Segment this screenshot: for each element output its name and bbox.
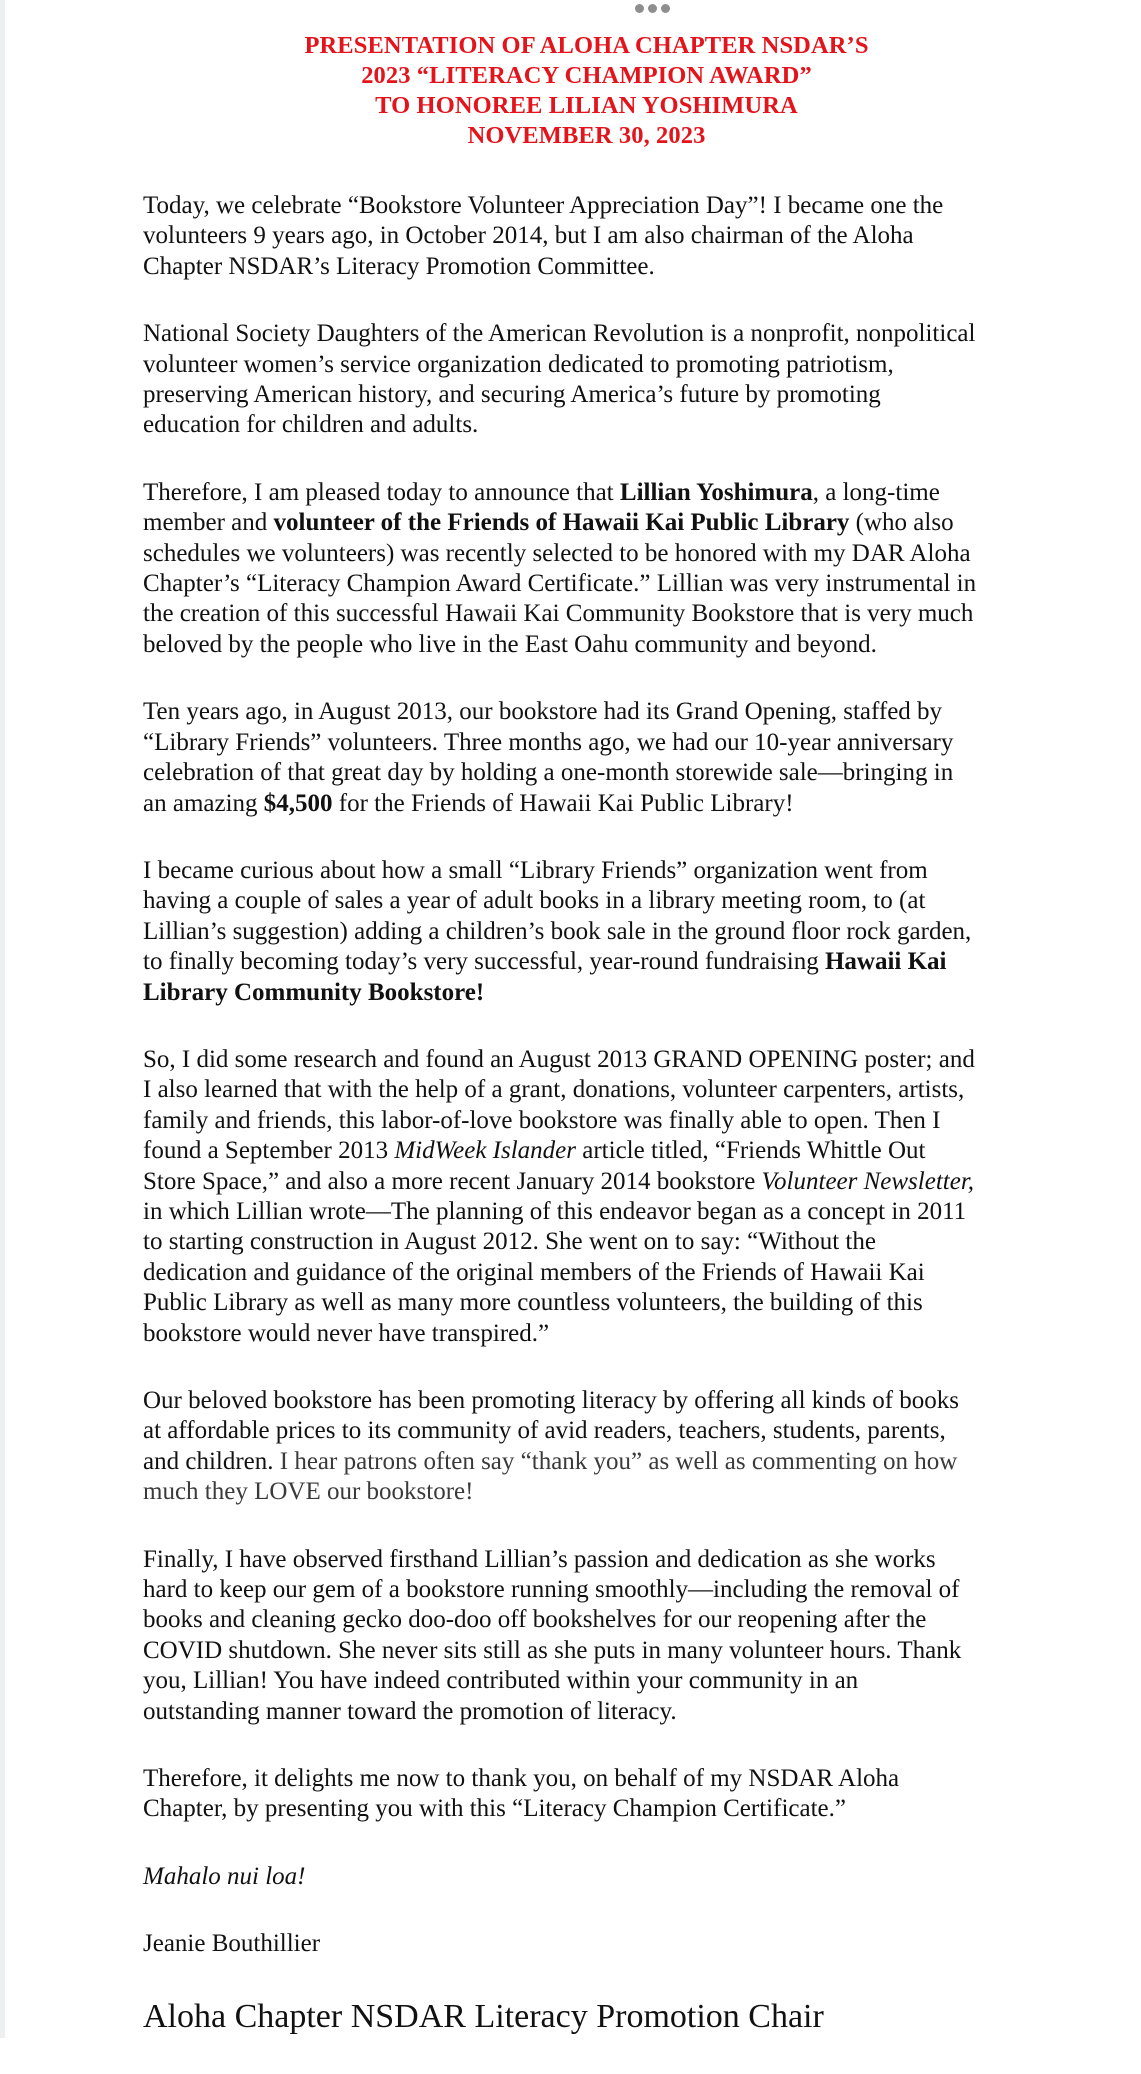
text-line: Chapter’s “Literacy Champion Award Certificate.” Lillian was very instrumental in <box>143 570 977 598</box>
document-body <box>143 191 1043 2074</box>
text-line: “Library Friends” volunteers. Three months ago, we had our 10-year anniversary <box>143 728 954 756</box>
text-line: at affordable prices to its community of avid readers, teachers, students, parents, <box>143 1417 946 1445</box>
text-line: I became curious about how a small “Library Friends” organization went from <box>143 856 928 884</box>
title-line: 2023 “LITERACY CHAMPION AWARD” <box>361 62 812 89</box>
text-span: for the Friends of Hawaii Kai Public Library! <box>332 789 794 817</box>
text-line: Chapter NSDAR’s Literacy Promotion Committee. <box>143 252 655 280</box>
text-line <box>143 947 1043 977</box>
text-span: to finally becoming today’s very successful, year-round fundraising <box>143 948 825 976</box>
paragraph-research <box>143 1045 1043 1349</box>
text-line: hard to keep our gem of a bookstore running smoothly—including the removal of <box>143 1576 960 1604</box>
text-line: beloved by the people who live in the East Oahu community and beyond. <box>143 630 877 658</box>
signature-name: Jeanie Bouthillier <box>143 1930 321 1958</box>
text-span: (who also <box>849 509 954 537</box>
text-line: books and cleaning gecko doo-doo off bookshelves for our reopening after the <box>143 1606 927 1634</box>
bookstore-name: Hawaii Kai <box>824 948 947 976</box>
bold-organization: volunteer of the Friends of Hawaii Kai Public Library <box>273 509 850 537</box>
text-line: the creation of this successful Hawaii Kai Community Bookstore that is very much <box>143 600 974 628</box>
closing-salutation: Mahalo nui loa! <box>143 1862 306 1890</box>
text-line <box>143 508 1043 538</box>
text-line <box>143 1167 1043 1197</box>
publication-title: MidWeek Islander <box>394 1137 577 1165</box>
paragraph-presentation <box>143 1764 1043 1825</box>
text-line: dedication and guidance of the original members of the Friends of Hawaii Kai <box>143 1258 925 1286</box>
honoree-name: Lillian Yoshimura <box>619 478 813 506</box>
paragraph-nsdar <box>143 319 1043 441</box>
text-line: COVID shutdown. She never sits still as she puts in many volunteer hours. Thank <box>143 1636 962 1664</box>
text-line: volunteers 9 years ago, in October 2014, but I am also chairman of the Aloha <box>143 222 914 250</box>
publication-title: Volunteer Newsletter, <box>761 1167 975 1195</box>
text-line: you, Lillian! You have indeed contributed within your community in an <box>143 1667 859 1695</box>
text-line <box>143 789 1043 819</box>
text-line: bookstore would never have transpired.” <box>143 1319 550 1347</box>
left-border-strip <box>0 0 5 2038</box>
paragraph-history <box>143 856 1043 1008</box>
text-line: celebration of that great day by holding a one-month storewide sale—bringing in <box>143 759 954 787</box>
paragraph-announcement <box>143 478 1043 660</box>
text-span: , a long-time <box>812 478 940 506</box>
text-span: found a September 2013 <box>143 1137 395 1165</box>
paragraph-anniversary <box>143 697 1043 819</box>
amount-raised: $4,500 <box>263 789 333 817</box>
document-title <box>0 31 1141 151</box>
text-line <box>143 478 1043 508</box>
text-span: article titled, “Friends Whittle Out <box>576 1137 926 1165</box>
text-line: Lillian’s suggestion) adding a children’s book sale in the ground floor rock garden, <box>143 917 972 945</box>
paragraph-literacy <box>143 1386 1043 1508</box>
signature-title: Aloha Chapter NSDAR Literacy Promotion Chair <box>143 1997 824 2035</box>
dot <box>648 4 657 13</box>
text-line: Chapter, by presenting you with this “Literacy Champion Certificate.” <box>143 1795 846 1823</box>
text-line: Finally, I have observed firsthand Lillian’s passion and dedication as she works <box>143 1545 936 1573</box>
text-line: So, I did some research and found an August 2013 GRAND OPENING poster; and <box>143 1045 975 1073</box>
dot <box>635 4 644 13</box>
text-line: schedules we volunteers) was recently selected to be honored with my DAR Aloha <box>143 539 971 567</box>
title-line: NOVEMBER 30, 2023 <box>467 122 706 149</box>
text-line <box>143 1136 1043 1166</box>
text-line: Our beloved bookstore has been promoting literacy by offering all kinds of books <box>143 1387 960 1414</box>
text-line <box>143 978 1043 1008</box>
text-span: Store Space,” and also a more recent January 2014 bookstore <box>143 1167 762 1195</box>
text-line: Today, we celebrate “Bookstore Volunteer Appreciation Day”! I became one the <box>143 192 944 219</box>
text-line: to starting construction in August 2012. She went on to say: “Without the <box>143 1228 876 1256</box>
title-line: TO HONOREE LILIAN YOSHIMURA <box>375 92 798 119</box>
text-line <box>143 1447 1043 1477</box>
paragraph-intro <box>143 191 1043 282</box>
paragraph-dedication <box>143 1545 1043 1727</box>
title-line: PRESENTATION OF ALOHA CHAPTER NSDAR’S <box>304 32 869 59</box>
text-span: an amazing <box>143 789 264 817</box>
text-line: Ten years ago, in August 2013, our bookstore had its Grand Opening, staffed by <box>143 698 943 726</box>
dot <box>661 4 670 13</box>
text-line: education for children and adults. <box>143 411 479 439</box>
text-line: outstanding manner toward the promotion of literacy. <box>143 1697 677 1725</box>
text-span: and children. <box>143 1447 280 1475</box>
text-line: in which Lillian wrote—The planning of this endeavor began as a concept in 2011 <box>143 1197 967 1225</box>
text-line: much they LOVE our bookstore! <box>143 1478 474 1506</box>
text-line: Therefore, it delights me now to thank you, on behalf of my NSDAR Aloha <box>143 1765 900 1793</box>
text-line: Public Library as well as many more countless volunteers, the building of this <box>143 1289 923 1317</box>
text-span: I hear patrons often say “thank you” as well as commenting on how <box>279 1447 958 1475</box>
text-span: Therefore, I am pleased today to announce that <box>143 478 620 506</box>
text-line: National Society Daughters of the American Revolution is a nonprofit, nonpolitical <box>143 320 976 348</box>
text-line: I also learned that with the help of a grant, donations, volunteer carpenters, artists, <box>143 1076 965 1104</box>
text-line: preserving American history, and securing America’s future by promoting <box>143 381 881 409</box>
text-line: volunteer women’s service organization dedicated to promoting patriotism, <box>143 350 894 378</box>
more-options-icon[interactable] <box>635 4 670 13</box>
bookstore-name: Library Community Bookstore! <box>143 978 485 1006</box>
text-line: family and friends, this labor-of-love bookstore was finally able to open. Then I <box>143 1106 941 1134</box>
text-span: member and <box>143 509 274 537</box>
text-line: having a couple of sales a year of adult books in a library meeting room, to (at <box>143 887 926 915</box>
